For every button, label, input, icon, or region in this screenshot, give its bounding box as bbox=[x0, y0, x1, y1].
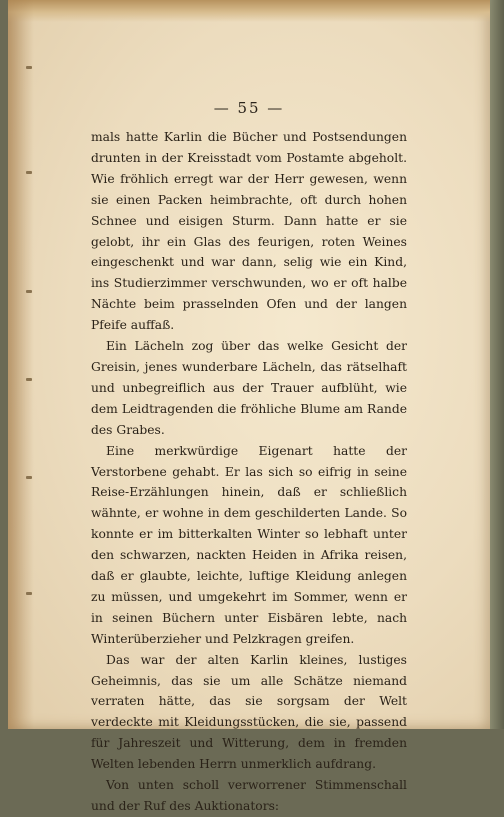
paragraph: Von unten scholl verworrener Stimmenschall und der Ruf des Auktionators: bbox=[91, 778, 407, 813]
binding-thread bbox=[26, 66, 32, 69]
binding-thread bbox=[26, 476, 32, 479]
binding-thread bbox=[26, 378, 32, 381]
paragraph: mals hatte Karlin die Bücher und Postsendungen drunten in der Kreisstadt vom Postamte abgeholt. Wie fröhlich erregt war der Herr gewesen, wenn sie einen Packen heimbrachte, oft durch hohen Schnee und eisigen Sturm. Dann hatte er sie gelobt, ihr ein Glas des feurigen, roten Weines eingeschenkt und war dann, selig wie ein Kind, ins Studierzimmer verschwunden, wo er oft halbe Nächte beim prasselnden Ofen und der langen Pfeife auffaß. bbox=[91, 130, 407, 333]
binding-thread bbox=[26, 290, 32, 293]
paragraph: Ein Lächeln zog über das welke Gesicht der Greisin, jenes wunderbare Lächeln, das rätselhaft und unbegreiflich aus der Trauer aufblüht, wie dem Leidtragenden die fröhliche Blume am Rande des Grabes. bbox=[91, 339, 407, 437]
paragraph: Eine merkwürdige Eigenart hatte der Verstorbene gehabt. Er las sich so eifrig in seine Reise-Erzählungen hinein, daß er schließlich wähnte, er wohne in dem geschilderten Lande. So konnte er im bitterkalten Winter so lebhaft unter den schwarzen, nackten Heiden in Afrika reisen, daß er glaubte, leichte, luftige Kleidung anlegen zu müssen, und umgekehrt im Sommer, wenn er in seinen Büchern unter Eisbären lebte, nach Winterüberzieher und Pelzkragen greifen. bbox=[91, 443, 407, 646]
book-page bbox=[8, 0, 490, 813]
book-cover-edge bbox=[490, 0, 504, 729]
page-top-edge bbox=[8, 0, 490, 22]
page-number: — 55 — bbox=[213, 99, 285, 117]
binding-thread bbox=[26, 592, 32, 595]
body-text bbox=[91, 127, 407, 817]
paragraph: Das war der alten Karlin kleines, lustiges Geheimnis, das sie um alle Schätze niemand verraten hätte, das sie sorgsam der Welt verdeckte mit Kleidungsstücken, die sie, passend für Jahreszeit und Witterung, dem in fremden Welten lebenden Herrn unmerklich aufdrang. bbox=[91, 652, 407, 772]
binding-thread bbox=[26, 171, 32, 174]
